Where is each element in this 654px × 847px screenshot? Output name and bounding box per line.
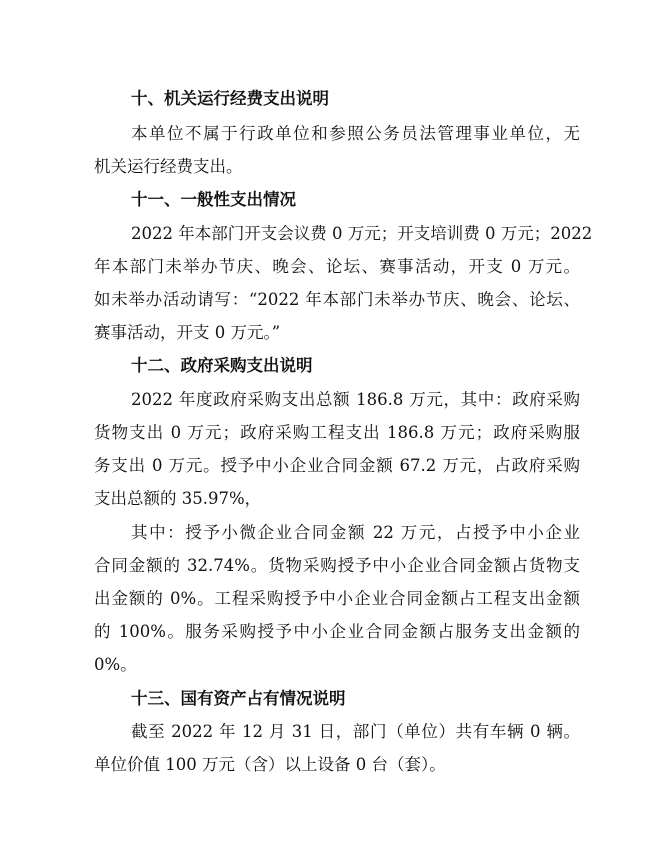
paragraph-line: 单位价值 100 万元（含）以上设备 0 台（套）。	[94, 755, 446, 774]
section-heading-11: 十一、一般性支出情况	[131, 190, 296, 209]
paragraph-line: 年本部门未举办节庆、晚会、论坛、赛事活动，开支 0 万元。	[94, 257, 580, 276]
paragraph-line: 截至 2022 年 12 月 31 日，部门（单位）共有车辆 0 辆。	[131, 722, 580, 741]
section-heading-12: 十二、政府采购支出说明	[131, 356, 313, 375]
paragraph-line: 机关运行经费支出。	[94, 157, 243, 176]
paragraph-line: 出金额的 0%。工程采购授予中小企业合同金额占工程支出金额	[94, 589, 580, 608]
section-heading-10: 十、机关运行经费支出说明	[131, 89, 329, 108]
paragraph-line: 如未举办活动请写：“2022 年本部门未举办节庆、晚会、论坛、	[94, 290, 580, 309]
paragraph-line: 合同金额的 32.74%。货物采购授予中小企业合同金额占货物支	[94, 556, 580, 575]
paragraph-line: 货物支出 0 万元；政府采购工程支出 186.8 万元；政府采购服	[94, 423, 580, 442]
paragraph-line: 赛事活动，开支 0 万元。”	[94, 323, 281, 342]
paragraph-line: 支出总额的 35.97%，	[94, 489, 262, 508]
paragraph-line: 2022 年本部门开支会议费 0 万元；开支培训费 0 万元；2022	[131, 224, 593, 243]
paragraph-line: 务支出 0 万元。授予中小企业合同金额 67.2 万元，占政府采购	[94, 456, 580, 475]
paragraph-line: 本单位不属于行政单位和参照公务员法管理事业单位，无	[131, 124, 580, 143]
paragraph-line: 2022 年度政府采购支出总额 186.8 万元，其中：政府采购	[131, 390, 580, 409]
paragraph-line: 0%。	[94, 655, 137, 674]
section-heading-13: 十三、国有资产占有情况说明	[131, 689, 346, 708]
paragraph-line: 的 100%。服务采购授予中小企业合同金额占服务支出金额的	[94, 622, 580, 641]
paragraph-line: 其中：授予小微企业合同金额 22 万元，占授予中小企业	[131, 523, 580, 542]
